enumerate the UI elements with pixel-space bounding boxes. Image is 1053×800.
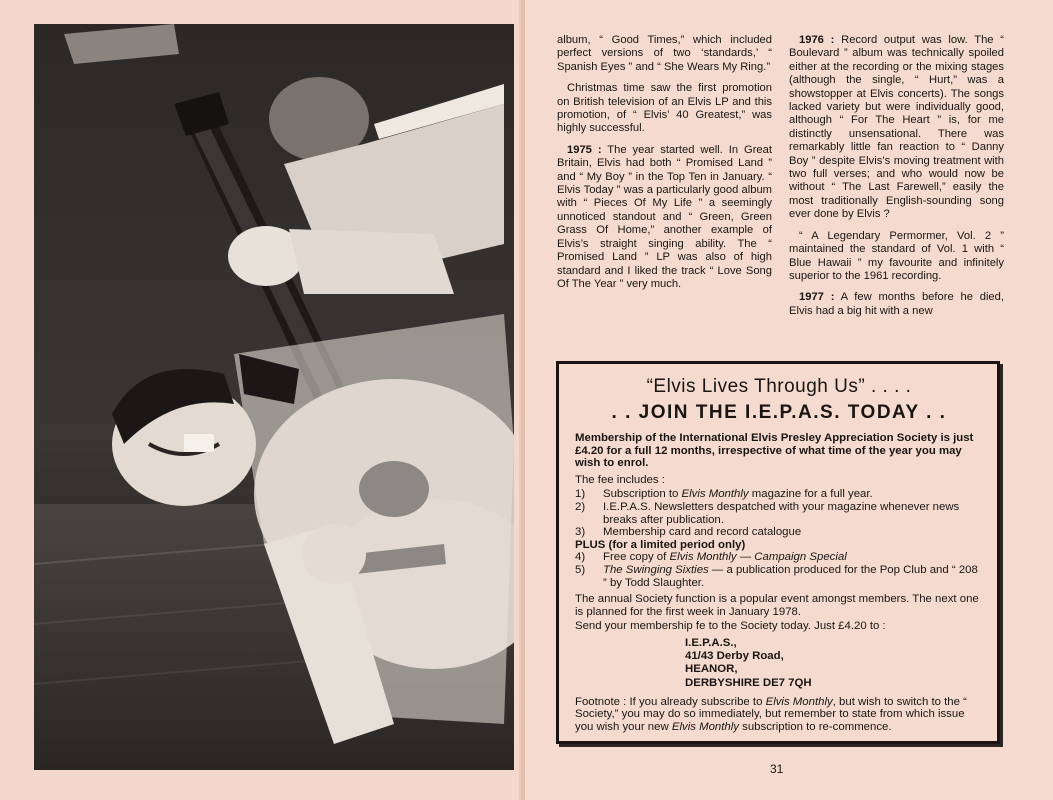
iepas-advertisement [556,361,1000,744]
item-title: Elvis Monthly — Campaign Special [669,551,847,564]
plus-heading: PLUS (for a limited period only) [575,538,746,551]
item-text: Subscription to [603,488,682,501]
list-item [575,488,983,501]
send-text: Send your membership fe to the Society today. Just £4.20 to : [575,620,886,633]
footnote [575,696,983,734]
list-item [575,564,983,589]
year-heading: 1976 : [799,34,835,46]
item-number: 3) [575,526,586,539]
elvis-guitar-photo [34,24,514,770]
article-paragraph: Christmas time saw the first promotion on British television of an Elvis LP and this promotion, of “ Elvis’ 40 Greatest,” was highly successful. [557,82,772,135]
list-item [575,551,983,564]
paragraph-text: A few months before he died, Elvis had a big hit with a new [789,291,1004,317]
article-paragraph [789,291,1004,318]
footnote-title: Elvis Monthly [765,695,833,708]
ad-intro: Membership of the International Elvis Presley Appreciation Society is just £4.20 for a full 12 months, irrespective of what time of the year you may wish to enrol. [575,432,974,470]
fee-heading: The fee includes : [575,473,665,486]
footnote-title: Elvis Monthly [671,720,739,733]
item-number: 1) [575,488,586,501]
footnote-text: Footnote : If you already subscribe to [575,695,766,708]
ad-tagline: “Elvis Lives Through Us” . . . . [646,376,912,397]
address-line: HEANOR, [685,663,738,676]
item-title: The Swinging Sixties [603,563,709,576]
item-number: 4) [575,551,586,564]
list-item [575,501,983,526]
ad-body [575,432,983,734]
list-item [575,526,983,539]
item-number: 5) [575,563,586,576]
article-column-2 [789,34,1004,326]
year-heading: 1977 : [799,291,835,304]
ad-headline: . . JOIN THE I.E.P.A.S. TODAY . . [611,402,947,423]
item-number: 2) [575,500,586,513]
article-paragraph: “ A Legendary Permormer, Vol. 2 ” maintained the standard of Vol. 1 with “ Blue Hawaii ” my favourite and infinitely superior to the 1961 recording. [789,229,1004,282]
paragraph-text: Record output was low. The “ Boulevard ” album was technically spoiled either at the recording or the mixing stages (although the single, “ Hurt,” was a showstopper at Elvis concerts). The songs lacked variety but were individually good, although “ For The Heart ” is, for me distinctly unsensational. There was remarkably little fan reaction to “ Danny Boy ” despite Elvis’s moving treatment with two full verses; and who would now be without “ The Last Farewell,” easily the most traditionally English-sounding song ever done by Elvis ? [789,34,1004,221]
year-heading: 1975 : [567,143,602,156]
function-text: The annual Society function is a popular event amongst members. The next one is planned for the first week in January 1978. [575,593,979,618]
paragraph-text: The year started well. In Great Britain, Elvis had both “ Promised Land ” and “ My Boy ” in the Top Ten in January. “ Elvis Today ” was a particularly good album with “ Pieces Of My Life ” a seemingly unnoticed standout and “ Green, Green Grass Of Home,” another example of Elvis’s straight singing ability. The “ Promised Land ” LP was also of high standard and I liked the track “ Love Song Of The Year ” very much. [557,143,772,290]
footnote-text: subscription to re-commence. [738,720,892,733]
left-page [0,0,525,800]
fee-list [575,488,983,538]
address-line: 41/43 Derby Road, [685,650,784,663]
article-paragraph [789,34,1004,222]
item-text: Membership card and record catalogue [603,526,802,539]
page-number: 31 [770,762,784,776]
address-line: DERBYSHIRE DE7 7QH [685,676,812,689]
article-column-1 [557,34,772,299]
article-paragraph [557,144,772,291]
item-text: — a publication produced for the Pop Club and “ 208 ” by Todd Slaughter. [603,563,978,589]
postal-address [685,637,983,690]
article-paragraph: album, “ Good Times,” which included perfect versions of two ‘standards,’ “ Spanish Eyes ” and “ She Wears My Ring.” [557,34,772,73]
item-text: magazine for a full year. [748,488,873,501]
item-text: Free copy of [603,551,670,564]
item-title: Elvis Monthly [681,488,749,501]
footnote-text: , but wish to switch to the “ Society,” you may do so immediately, but remember to state from which issue you wish your new [575,695,967,733]
plus-list [575,551,983,589]
item-text: I.E.P.A.S. Newsletters despatched with your magazine whenever news breaks after publication. [603,500,960,526]
address-line: I.E.P.A.S., [685,636,737,649]
